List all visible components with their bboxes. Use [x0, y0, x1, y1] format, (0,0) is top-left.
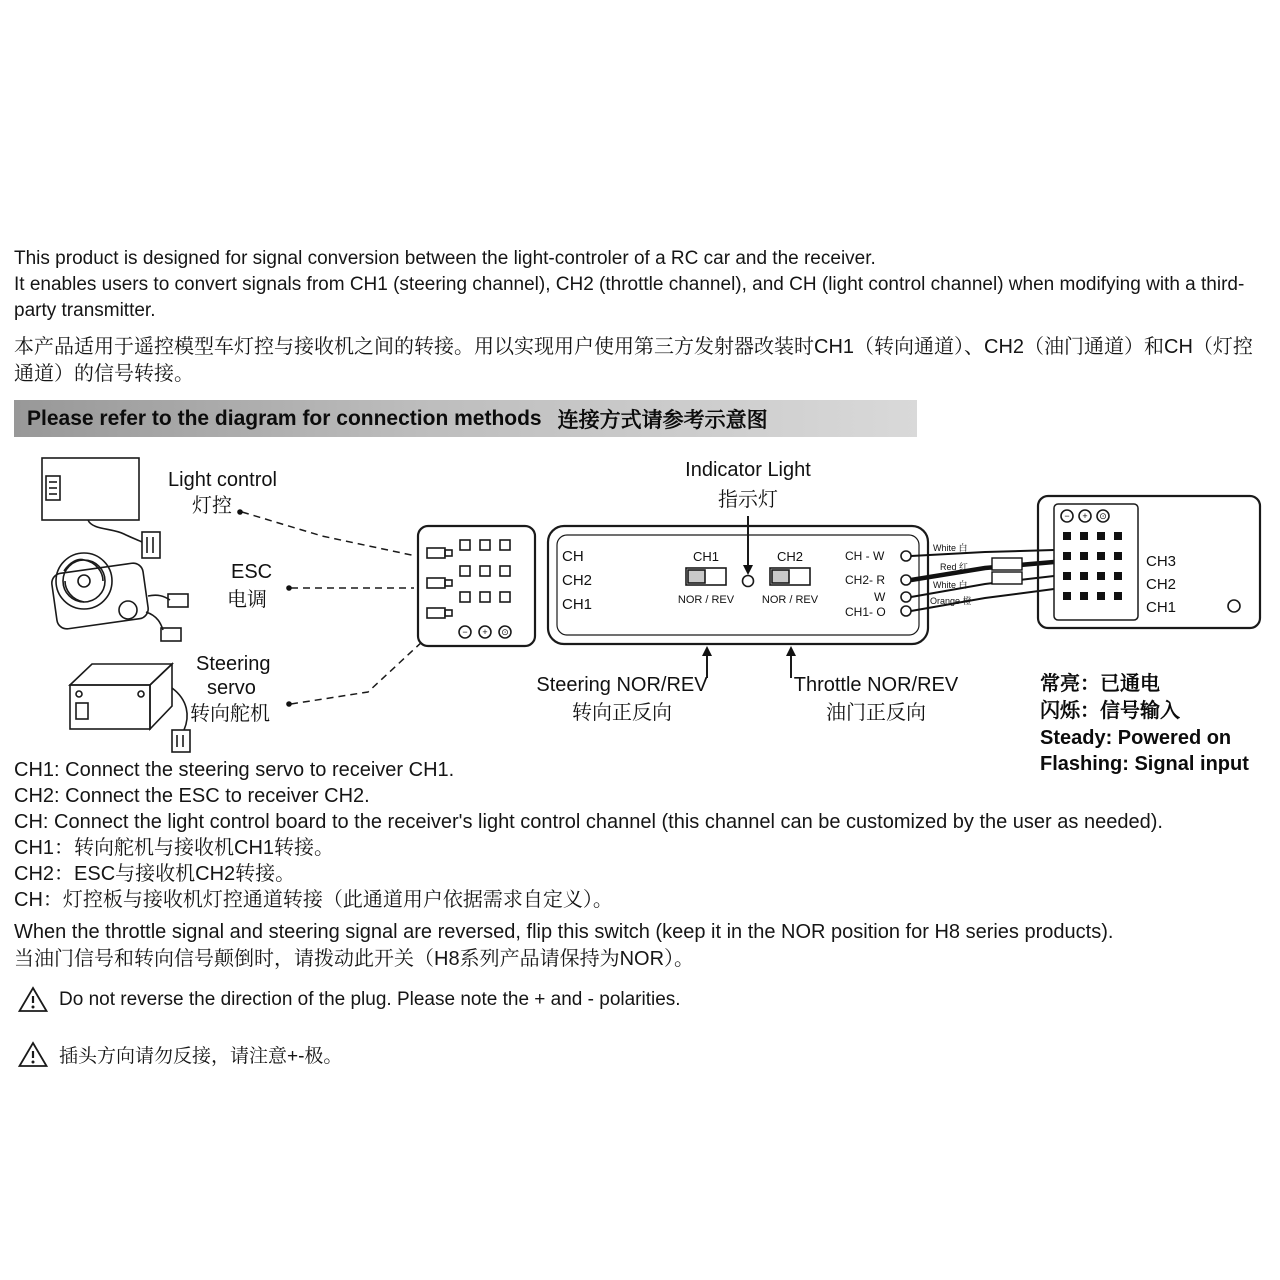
warning-row-zh	[18, 1041, 342, 1068]
receiver-polarity-signal: ⊙	[1099, 511, 1107, 521]
reverse-switch-note	[14, 919, 1266, 973]
pin-label-ch1-o: CH1- O	[845, 605, 886, 619]
servo-label-zh: 转向舵机	[190, 703, 270, 725]
warning-text-en: Do not reverse the direction of the plug. Please note the + and - polarities.	[59, 988, 681, 1010]
receiver-polarity-minus: −	[1064, 511, 1070, 521]
converter-channel-ch: CH	[562, 548, 584, 565]
wire-label-red: Red 红	[940, 562, 969, 572]
instruction-ch2-en: CH2: Connect the ESC to receiver CH2.	[14, 785, 370, 807]
instruction-ch-zh: CH：灯控板与接收机灯控通道转接（此通道用户依据需求自定义）。	[14, 889, 613, 911]
converter-channel-ch2: CH2	[562, 572, 593, 589]
light-control-label-zh: 灯控	[192, 495, 232, 517]
receiver-pins	[1063, 532, 1122, 600]
wire-label-orange: Orange 橙	[930, 596, 972, 606]
converter-channel-ch1: CH1	[562, 596, 593, 613]
section-header-bar	[14, 400, 917, 437]
warning-triangle-icon	[18, 986, 48, 1013]
intro-en-sentence-1: This product is designed for signal conversion between the light-controler of a RC car and the receiver.	[14, 248, 876, 269]
connector-polarity-signal: ⊙	[501, 627, 509, 637]
esc-label-en: ESC	[231, 561, 273, 583]
receiver-channel-ch2: CH2	[1146, 576, 1177, 593]
throttle-norrev-label-en: Throttle NOR/REV	[793, 674, 959, 696]
servo-label-en-1: Steering	[196, 653, 271, 675]
instruction-ch-en: CH: Connect the light control board to the receiver's light control channel (this channel can be customized by the user as needed).	[14, 811, 1163, 833]
indicator-label-zh: 指示灯	[718, 489, 778, 511]
throttle-norrev-label-zh: 油门正反向	[826, 702, 926, 724]
note-zh: 当油门信号和转向信号颠倒时，请拨动此开关（H8系列产品请保持为NOR）。	[14, 948, 695, 970]
section-header-zh: 连接方式请参考示意图	[557, 408, 768, 432]
status-steady-zh: 常亮：已通电	[1040, 673, 1160, 695]
esc-label-zh: 电调	[227, 589, 267, 611]
section-header-en: Please refer to the diagram for connection methods	[27, 406, 542, 430]
status-steady-en: Steady: Powered on	[1040, 727, 1232, 749]
receiver-polarity-plus: +	[1082, 511, 1088, 521]
receiver-channel-ch1: CH1	[1146, 599, 1177, 616]
indicator-light-dot	[743, 576, 754, 587]
steering-norrev-label-zh: 转向正反向	[572, 702, 672, 724]
instruction-ch2-zh: CH2：ESC与接收机CH2转接。	[14, 863, 296, 885]
intro-chinese: 本产品适用于遥控模型车灯控与接收机之间的转接。用以实现用户使用第三方发射器改装时CH1（转向通道）、CH2（油门通道）和CH（灯控通道）的信号转接。	[14, 336, 1253, 385]
pin-label-ch-w: CH - W	[845, 549, 885, 563]
steering-servo-art	[70, 664, 190, 752]
light-control-label-en: Light control	[168, 469, 277, 491]
wire-label-white-1: White 白	[933, 543, 968, 553]
steering-norrev-label-en: Steering NOR/REV	[536, 674, 708, 696]
intro-en-sentence-2: It enables users to convert signals from CH1 (steering channel), CH2 (throttle channel), and CH (light control channel) when modifying with a third-party transmitter.	[14, 274, 1245, 321]
light-control-board-art	[42, 458, 160, 558]
switch1-norrev: NOR / REV	[677, 594, 735, 606]
connector-polarity-minus: −	[462, 627, 468, 637]
warning-text-zh: 插头方向请勿反接，请注意+-极。	[59, 1046, 343, 1067]
instruction-ch1-en: CH1: Connect the steering servo to receiver CH1.	[14, 759, 455, 781]
switch2-label: CH2	[776, 549, 804, 564]
status-flash-zh: 闪烁：信号输入	[1040, 700, 1180, 722]
connection-diagram	[0, 448, 1280, 780]
servo-label-en-2: servo	[207, 677, 256, 699]
intro-english	[14, 246, 1254, 324]
note-en: When the throttle signal and steering signal are reversed, flip this switch (keep it in the NOR position for H8 series products).	[14, 921, 1114, 943]
wire-label-white-2: White 白	[933, 580, 968, 590]
arrowheads-and-dots	[237, 509, 796, 707]
instruction-ch1-zh: CH1：转向舵机与接收机CH1转接。	[14, 837, 335, 859]
connector-block-art	[418, 526, 535, 646]
dashed-links	[242, 512, 424, 704]
switch2-norrev: NOR / REV	[761, 594, 819, 606]
indicator-label-en: Indicator Light	[685, 459, 811, 481]
warning-triangle-icon	[18, 1041, 48, 1068]
pin-label-ch2-r: CH2- R	[845, 573, 886, 587]
esc-art	[51, 553, 188, 641]
channel-instructions	[14, 757, 1269, 913]
pin-label-w: W	[874, 590, 886, 604]
switch1-label: CH1	[692, 549, 720, 564]
warning-row-en	[18, 986, 681, 1013]
receiver-channel-ch3: CH3	[1146, 553, 1177, 570]
status-flash-en: Flashing: Signal input	[1040, 753, 1249, 775]
connector-polarity-plus: +	[482, 627, 488, 637]
